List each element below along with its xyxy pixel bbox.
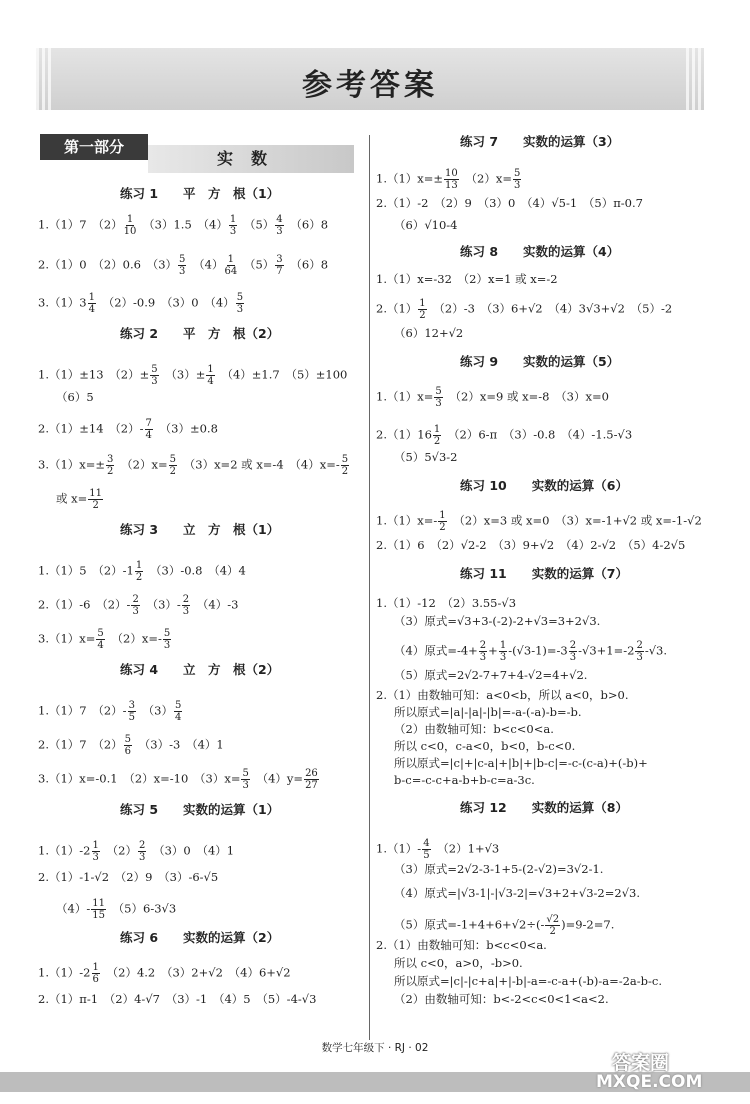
answer-text: （3）-3 （4）1 <box>133 737 224 752</box>
fraction-numerator: √2 <box>546 914 560 925</box>
fraction-numerator: 10 <box>445 168 458 179</box>
answer-line <box>394 956 523 970</box>
fraction <box>131 594 139 617</box>
answer-text: （6）5 <box>56 390 94 404</box>
answer-text: 1.（1）±13 （2）± <box>38 367 150 382</box>
answer-text: 1.（1）x=- <box>376 513 438 528</box>
fraction <box>229 214 237 237</box>
fraction-numerator: 2 <box>636 640 643 651</box>
answer-text: 所以原式=|a|-|a|-|b|=-a-(-a)-b=-b. <box>394 705 582 719</box>
exercise-heading: 练习 12 实数的运算（8） <box>460 800 628 815</box>
fraction-denominator: 3 <box>636 652 643 663</box>
answer-text: （3）±0.8 <box>153 421 218 436</box>
answer-text: 2.（1）由数轴可知：a<0<b，所以 a<0，b>0. <box>376 688 629 702</box>
answer-text: （2）6-π （3）-0.8 （4）-1.5-√3 <box>442 427 633 442</box>
exercise-heading: 练习 4 立 方 根（2） <box>120 662 280 677</box>
fraction <box>150 364 158 387</box>
fraction-denominator: 64 <box>224 266 238 277</box>
fraction-denominator: 3 <box>513 180 521 191</box>
fraction-numerator: 5 <box>341 454 349 465</box>
fraction-numerator: 5 <box>169 454 176 465</box>
fraction <box>422 838 430 861</box>
answer-text: （5） <box>238 257 275 272</box>
answer-text: 1.（1）7 （2）- <box>38 703 127 718</box>
fraction-numerator: 1 <box>92 962 99 973</box>
fraction-numerator: 5 <box>175 700 182 711</box>
fraction <box>434 386 442 409</box>
answer-text: )=9-2=7. <box>561 917 615 932</box>
answer-text: （4） <box>187 257 224 272</box>
fraction-denominator: 2 <box>107 466 114 477</box>
fraction-denominator: 3 <box>499 652 507 663</box>
exercise-heading: 练习 3 立 方 根（1） <box>120 522 280 537</box>
fraction <box>124 734 132 757</box>
fraction <box>169 454 177 477</box>
fraction-denominator: 27 <box>305 780 318 791</box>
fraction <box>88 488 103 511</box>
answer-text: （4）- <box>56 901 91 916</box>
answer-text: （2）x= <box>115 457 168 472</box>
watermark-logo: 答案圈 <box>612 1052 670 1074</box>
fraction-denominator: 3 <box>132 606 139 617</box>
fraction-denominator: 4 <box>88 304 95 315</box>
answer-line <box>38 560 246 583</box>
fraction-numerator: 3 <box>107 454 114 465</box>
fraction-numerator: 5 <box>124 734 132 745</box>
answer-text: （2）4.2 （3）2+√2 （4）6+√2 <box>100 965 291 980</box>
fraction-denominator: 5 <box>128 712 135 723</box>
fraction-numerator: 1 <box>135 560 143 571</box>
answer-line <box>376 168 522 191</box>
answer-text: 2.（1）7 （2） <box>38 737 123 752</box>
answer-line <box>38 254 328 277</box>
answer-text: 2.（1）由数轴可知：b<c<0<a. <box>376 938 547 952</box>
fraction-denominator: 2 <box>169 466 176 477</box>
answer-line <box>394 886 640 900</box>
answer-text: （4）原式=-4+ <box>394 643 478 658</box>
answer-line <box>394 756 648 770</box>
answer-line <box>394 739 575 753</box>
answer-text: 1.（1）-2 <box>38 965 91 980</box>
fraction-numerator: 1 <box>207 364 214 375</box>
exercise-heading: 练习 11 实数的运算（7） <box>460 566 628 581</box>
answer-text: 或 x= <box>56 491 88 506</box>
fraction-denominator: 3 <box>151 376 158 387</box>
fraction <box>418 298 426 321</box>
answer-line <box>376 196 643 210</box>
fraction <box>241 768 249 791</box>
fraction-numerator: 2 <box>138 840 146 851</box>
answer-line <box>38 870 218 884</box>
fraction-denominator: 7 <box>276 266 283 277</box>
fraction <box>569 640 577 663</box>
answer-text: （3）原式=2√2-3-1+5-(2-√2)=3√2-1. <box>394 862 604 876</box>
answer-text: 2.（1）±14 （2）- <box>38 421 144 436</box>
fraction-numerator: 1 <box>88 292 95 303</box>
answer-text: （2） <box>100 843 137 858</box>
fraction-numerator: 5 <box>151 364 158 375</box>
fraction-denominator: 2 <box>439 522 446 533</box>
fraction-numerator: 4 <box>423 838 430 849</box>
answer-line <box>38 594 238 617</box>
fraction-numerator: 4 <box>276 214 283 225</box>
answer-line <box>376 938 547 952</box>
fraction-numerator: 2 <box>182 594 190 605</box>
fraction-denominator: 3 <box>479 652 487 663</box>
answer-line <box>38 454 350 477</box>
answer-text: + <box>488 643 498 658</box>
answer-line <box>376 424 632 447</box>
answer-line <box>394 773 535 787</box>
answer-text: （2）-0.9 （3）0 （4） <box>96 295 235 310</box>
fraction-numerator: 2 <box>569 640 577 651</box>
answer-text: 3.（1）3 <box>38 295 87 310</box>
fraction-denominator: 3 <box>569 652 577 663</box>
answer-text: （6）√10-4 <box>394 218 458 232</box>
exercise-heading: 练习 7 实数的运算（3） <box>460 134 620 149</box>
exercise-heading: 练习 1 平 方 根（1） <box>120 186 280 201</box>
answer-text: -√3+1=-2 <box>578 643 635 658</box>
fraction <box>236 292 244 315</box>
answer-text: （2）1+√3 <box>431 841 500 856</box>
fraction <box>163 628 171 651</box>
fraction <box>92 840 100 863</box>
fraction-denominator: 2 <box>92 500 99 511</box>
fraction-denominator: 3 <box>138 852 146 863</box>
answer-text: 3.（1）x=± <box>38 457 106 472</box>
answer-text: （2）-3 （3）6+√2 （4）3√3+√2 （5）-2 <box>427 301 673 316</box>
fraction <box>92 962 100 985</box>
answer-line <box>394 450 457 464</box>
answer-text: 2.（1）16 <box>376 427 432 442</box>
fraction <box>138 840 146 863</box>
answer-line <box>56 488 104 511</box>
answer-text: （4）y= <box>250 771 304 786</box>
answer-text: 所以 c<0，a>0，-b>0. <box>394 956 523 970</box>
fraction-numerator: 5 <box>513 168 521 179</box>
fraction-denominator: 3 <box>179 266 186 277</box>
answer-text: （2）x= <box>459 171 512 186</box>
answer-line <box>38 700 183 723</box>
answer-text: 2.（1）π-1 （2）4-√7 （3）-1 （4）5 （5）-4-√3 <box>38 992 317 1006</box>
answer-text: 1.（1）5 （2）-1 <box>38 563 134 578</box>
fraction-denominator: 3 <box>242 780 249 791</box>
answer-line <box>394 862 603 876</box>
answer-text: -(√3-1)=-3 <box>508 643 568 658</box>
fraction <box>96 628 104 651</box>
answer-text: 1.（1）- <box>376 841 422 856</box>
fraction-denominator: 3 <box>435 398 442 409</box>
fraction-denominator: 5 <box>423 850 430 861</box>
fraction-numerator: 3 <box>276 254 283 265</box>
fraction <box>106 454 114 477</box>
exercise-heading: 练习 2 平 方 根（2） <box>120 326 280 341</box>
fraction-numerator: 5 <box>236 292 244 303</box>
fraction <box>341 454 349 477</box>
fraction-denominator: 3 <box>229 226 237 237</box>
fraction-numerator: 11 <box>89 488 103 499</box>
answer-line <box>394 218 457 232</box>
answer-text: （6）8 <box>284 257 329 272</box>
fraction-denominator: 6 <box>124 746 132 757</box>
fraction-numerator: 5 <box>179 254 186 265</box>
answer-text: 1.（1）-12 （2）3.55-√3 <box>376 596 517 610</box>
exercise-heading: 练习 6 实数的运算（2） <box>120 930 280 945</box>
answer-line <box>38 364 347 387</box>
column-divider <box>369 135 370 1040</box>
answer-line <box>38 840 234 863</box>
fraction-numerator: 1 <box>229 214 237 225</box>
answer-line <box>38 768 320 791</box>
answer-text: （6）12+√2 <box>394 326 464 340</box>
answer-line <box>394 722 554 736</box>
answer-line <box>394 914 614 937</box>
exercise-heading: 练习 5 实数的运算（1） <box>120 802 280 817</box>
fraction-numerator: 1 <box>433 424 441 435</box>
fraction-denominator: 10 <box>123 226 137 237</box>
answer-text: （6）8 <box>284 217 329 232</box>
answer-text: （3）原式=√3+3-(-2)-2+√3=3+2√3. <box>394 614 601 628</box>
fraction-numerator: 1 <box>126 214 134 225</box>
answer-text: （2）x=- <box>105 631 162 646</box>
fraction <box>275 254 283 277</box>
answer-text: （2）由数轴可知：b<c<0<a. <box>394 722 554 736</box>
answer-text: 3.（1）x= <box>38 631 96 646</box>
fraction-numerator: 2 <box>132 594 139 605</box>
watermark-url: MXQE.COM <box>596 1072 703 1092</box>
fraction-denominator: 3 <box>236 304 244 315</box>
fraction-denominator: 3 <box>92 852 99 863</box>
answer-line <box>38 962 291 985</box>
fraction <box>433 424 441 447</box>
fraction <box>224 254 237 277</box>
answer-line <box>38 734 224 757</box>
answer-line <box>376 688 629 702</box>
answer-line <box>38 214 328 237</box>
answer-text: 2.（1）-2 （2）9 （3）0 （4）√5-1 （5）π-0.7 <box>376 196 643 210</box>
answer-text: （5）原式=-1+4+6+√2÷(- <box>394 917 545 932</box>
answer-text: （3）-0.8 （4）4 <box>144 563 246 578</box>
fraction-denominator: 2 <box>419 310 426 321</box>
fraction <box>635 640 643 663</box>
answer-line <box>38 292 245 315</box>
page-footer: 数学七年级下 · RJ · 02 <box>321 1042 429 1054</box>
part-title: 实数 <box>148 145 354 173</box>
answer-line <box>376 510 702 533</box>
fraction-denominator: 3 <box>163 640 171 651</box>
answer-text: -√3. <box>644 643 667 658</box>
fraction <box>124 214 137 237</box>
fraction-numerator: 1 <box>92 840 99 851</box>
answer-line <box>38 992 316 1006</box>
answer-line <box>394 974 662 988</box>
answer-text: （2）x=9 或 x=-8 （3）x=0 <box>443 389 609 404</box>
answer-line <box>394 640 667 663</box>
answer-line <box>394 668 587 682</box>
exercise-heading: 练习 8 实数的运算（4） <box>460 244 620 259</box>
answer-text: 1.（1）-2 <box>38 843 91 858</box>
fraction-denominator: 6 <box>92 974 99 985</box>
fraction <box>206 364 214 387</box>
answer-text: 所以原式=|c|+|c-a|+|b|+|b-c|=-c-(c-a)+(-b)+ <box>394 756 648 770</box>
answer-text: （4）-3 <box>191 597 239 612</box>
fraction <box>182 594 190 617</box>
fraction-numerator: 1 <box>419 298 426 309</box>
answer-text: 1.（1）x= <box>376 389 434 404</box>
answer-text: （5）6-3√3 <box>106 901 177 916</box>
answer-line <box>376 386 609 409</box>
answer-line <box>38 628 172 651</box>
fraction-denominator: 15 <box>92 910 105 921</box>
answer-line <box>376 272 558 286</box>
fraction-denominator: 4 <box>145 430 152 441</box>
fraction-numerator: 5 <box>163 628 171 639</box>
answer-text: （4）原式=|√3-1|-|√3-2|=√3+2+√3-2=2√3. <box>394 886 640 900</box>
page-title: 参考答案 <box>302 68 438 103</box>
fraction-numerator: 2 <box>479 640 487 651</box>
answer-text: 1.（1）x=± <box>376 171 444 186</box>
fraction-numerator: 5 <box>435 386 442 397</box>
answer-text: （3）x=2 或 x=-4 （4）x=- <box>178 457 340 472</box>
fraction-denominator: 4 <box>175 712 182 723</box>
answer-text: （5）5√3-2 <box>394 450 458 464</box>
answer-text: 所以 c<0，c-a<0，b<0，b-c<0. <box>394 739 576 753</box>
fraction-numerator: 26 <box>305 768 318 779</box>
fraction <box>128 700 136 723</box>
exercise-heading: 练习 9 实数的运算（5） <box>460 354 620 369</box>
fraction-denominator: 2 <box>433 436 441 447</box>
answer-text: （3） <box>136 703 174 718</box>
fraction-numerator: 1 <box>499 640 507 651</box>
fraction <box>174 700 182 723</box>
fraction-denominator: 13 <box>445 180 458 191</box>
answer-line <box>394 614 600 628</box>
fraction-numerator: 5 <box>242 768 249 779</box>
answer-line <box>376 596 516 610</box>
fraction-denominator: 2 <box>341 466 349 477</box>
answer-text: （3）± <box>159 367 206 382</box>
fraction <box>275 214 283 237</box>
answer-text: 1.（1）x=-32 （2）x=1 或 x=-2 <box>376 272 558 286</box>
fraction <box>88 292 96 315</box>
answer-line <box>56 390 94 404</box>
fraction <box>145 418 153 441</box>
answer-line <box>376 298 672 321</box>
fraction-numerator: 1 <box>227 254 235 265</box>
answer-line <box>394 992 609 1006</box>
answer-line <box>56 898 176 921</box>
fraction-numerator: 7 <box>145 418 152 429</box>
answer-text: （5） <box>238 217 275 232</box>
part-label: 第一部分 <box>40 134 148 160</box>
fraction-denominator: 2 <box>135 572 143 583</box>
title-banner <box>36 48 704 110</box>
answer-text: 2.（1）-6 （2）- <box>38 597 131 612</box>
fraction <box>545 914 560 937</box>
fraction <box>91 898 106 921</box>
answer-line <box>394 326 463 340</box>
answer-text: 1.（1）7 （2） <box>38 217 123 232</box>
fraction <box>444 168 459 191</box>
answer-text: （2）x=3 或 x=0 （3）x=-1+√2 或 x=-1-√2 <box>447 513 702 528</box>
fraction <box>135 560 143 583</box>
answer-line <box>376 838 499 861</box>
fraction-numerator: 5 <box>97 628 104 639</box>
answer-text: 2.（1）0 （2）0.6 （3） <box>38 257 178 272</box>
answer-text: 所以原式=|c|-|c+a|+|-b|-a=-c-a+(-b)-a=-2a-b-c. <box>394 974 662 988</box>
answer-line <box>376 538 685 552</box>
answer-text: （5）原式=2√2-7+7+4-√2=4+√2. <box>394 668 588 682</box>
answer-text: （3）0 （4）1 <box>147 843 235 858</box>
answer-text: （3）- <box>140 597 181 612</box>
fraction <box>479 640 487 663</box>
fraction <box>499 640 507 663</box>
answer-text: （4）±1.7 （5）±100 <box>215 367 348 382</box>
fraction-numerator: 11 <box>92 898 105 909</box>
fraction <box>513 168 521 191</box>
fraction-denominator: 3 <box>276 226 283 237</box>
fraction <box>438 510 446 533</box>
answer-text: 2.（1） <box>376 301 418 316</box>
fraction-denominator: 2 <box>549 926 556 937</box>
answer-text: 3.（1）x=-0.1 （2）x=-10 （3）x= <box>38 771 241 786</box>
answer-text: 2.（1）6 （2）√2-2 （3）9+√2 （4）2-√2 （5）4-2√5 <box>376 538 686 552</box>
fraction-denominator: 3 <box>182 606 190 617</box>
answer-text: （2）由数轴可知：b<-2<c<0<1<a<2. <box>394 992 609 1006</box>
answer-line <box>38 418 218 441</box>
answer-text: b-c=-c-c+a-b+b-c=a-3c. <box>394 773 535 787</box>
fraction <box>178 254 186 277</box>
fraction-denominator: 4 <box>207 376 214 387</box>
answer-line <box>394 705 582 719</box>
fraction-numerator: 3 <box>128 700 135 711</box>
fraction-denominator: 4 <box>97 640 104 651</box>
answer-text: （3）1.5 （4） <box>137 217 228 232</box>
exercise-heading: 练习 10 实数的运算（6） <box>460 478 628 493</box>
fraction-numerator: 1 <box>439 510 446 521</box>
fraction <box>304 768 319 791</box>
answer-text: 2.（1）-1-√2 （2）9 （3）-6-√5 <box>38 870 219 884</box>
